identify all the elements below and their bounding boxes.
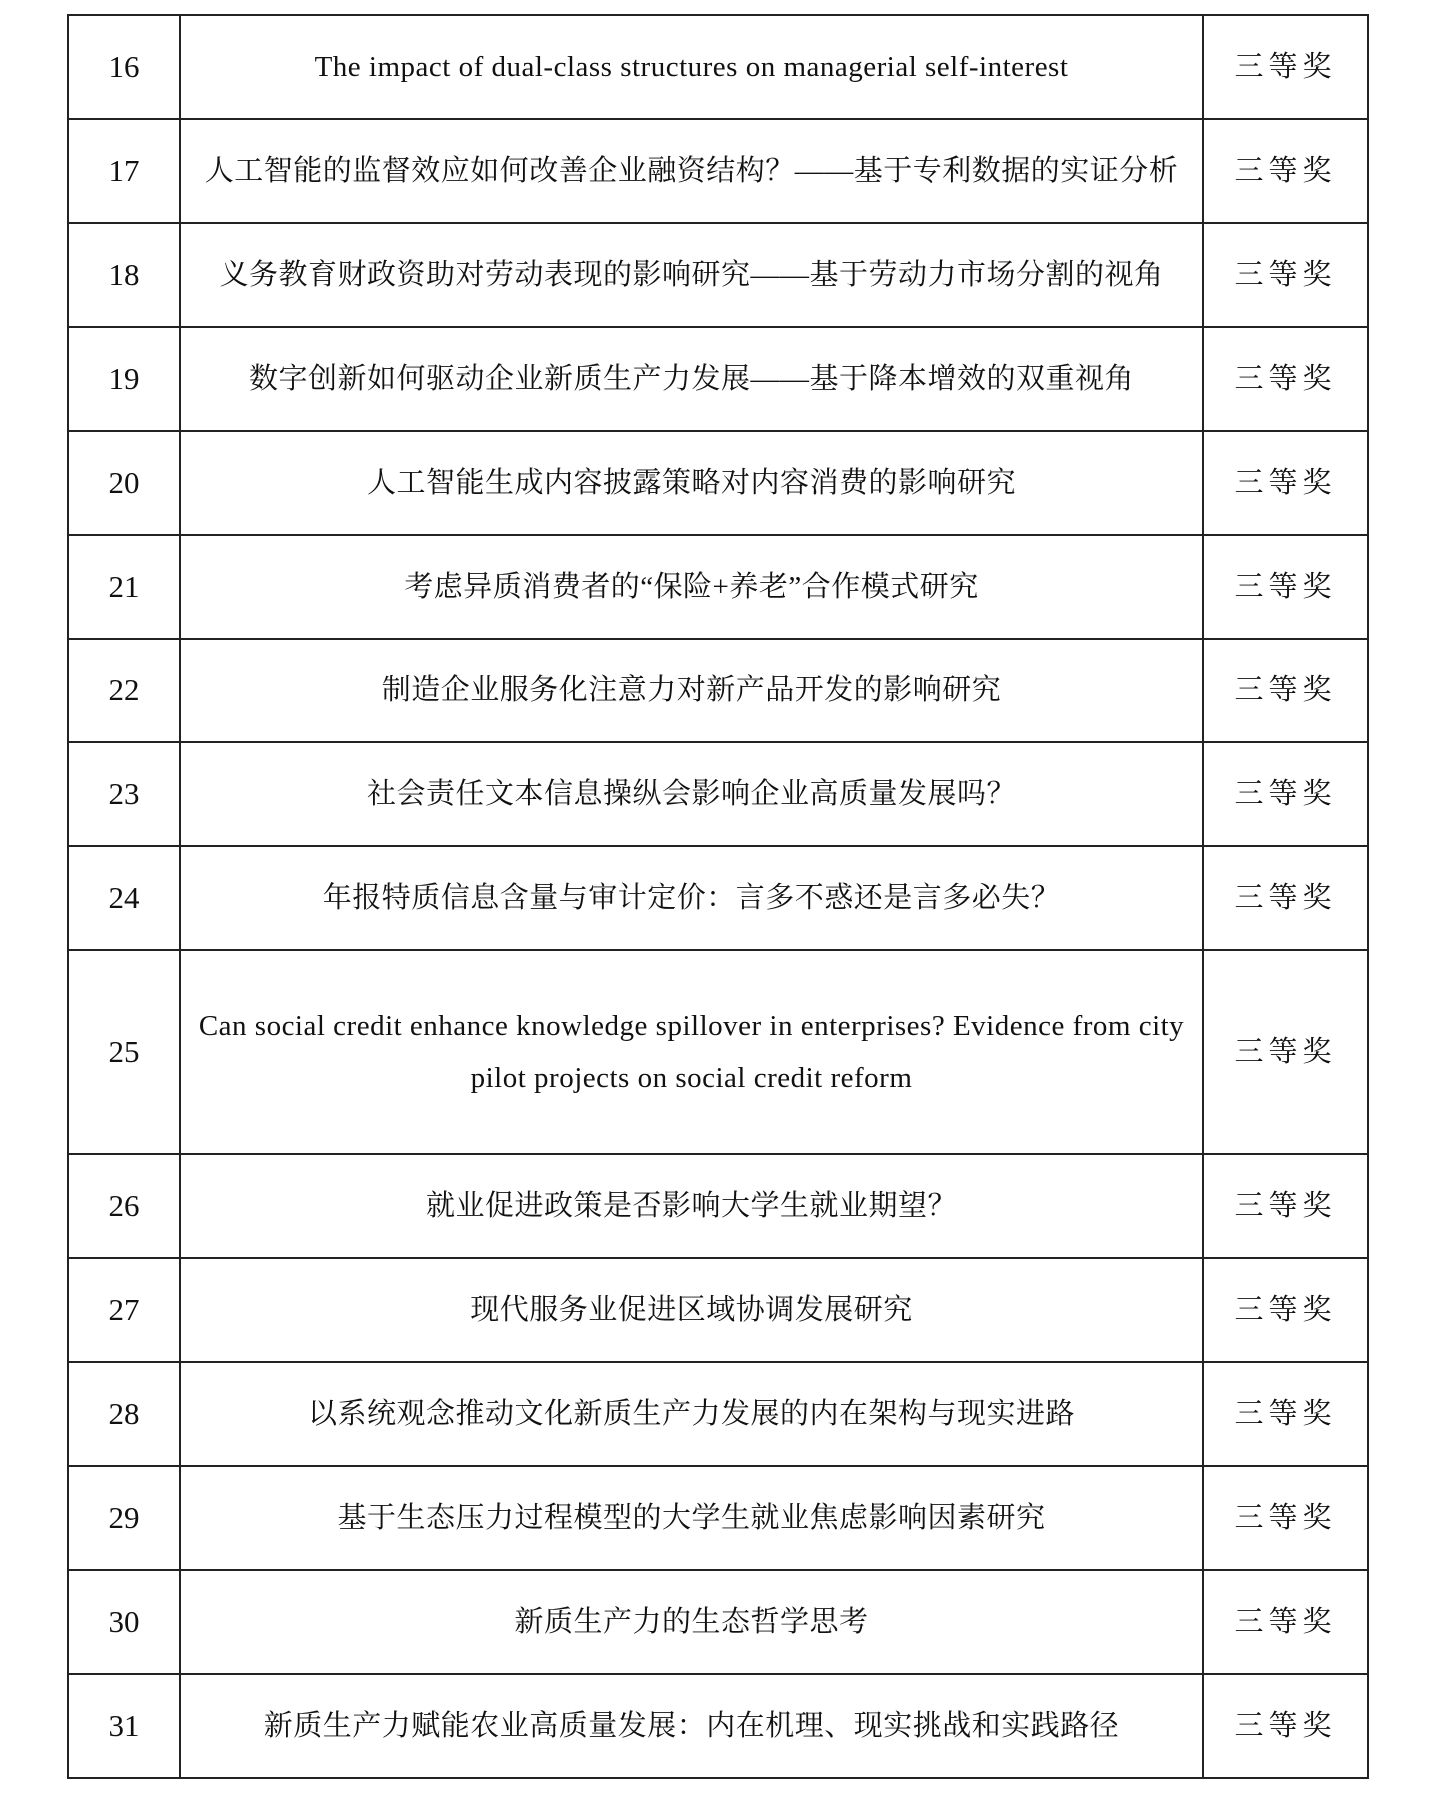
award-cell: 三等奖 — [1203, 1154, 1368, 1258]
table-row — [68, 950, 1368, 1154]
award-cell: 三等奖 — [1203, 1258, 1368, 1362]
paper-title-cell: 现代服务业促进区域协调发展研究 — [180, 1258, 1203, 1362]
award-cell: 三等奖 — [1203, 15, 1368, 119]
paper-title-cell: The impact of dual-class structures on managerial self-interest — [180, 15, 1203, 119]
row-number-cell: 31 — [68, 1674, 180, 1778]
row-number-cell: 16 — [68, 15, 180, 119]
award-cell: 三等奖 — [1203, 1674, 1368, 1778]
paper-title-cell: 以系统观念推动文化新质生产力发展的内在架构与现实进路 — [180, 1362, 1203, 1466]
row-number-cell: 24 — [68, 846, 180, 950]
table-row — [68, 223, 1368, 327]
row-number-cell: 30 — [68, 1570, 180, 1674]
paper-title-cell: 人工智能的监督效应如何改善企业融资结构？——基于专利数据的实证分析 — [180, 119, 1203, 223]
table-row — [68, 1466, 1368, 1570]
table-row — [68, 1154, 1368, 1258]
table-row — [68, 1570, 1368, 1674]
award-cell: 三等奖 — [1203, 950, 1368, 1154]
table-row — [68, 327, 1368, 431]
award-cell: 三等奖 — [1203, 327, 1368, 431]
row-number-cell: 20 — [68, 431, 180, 535]
paper-title-cell: 制造企业服务化注意力对新产品开发的影响研究 — [180, 639, 1203, 743]
row-number-cell: 18 — [68, 223, 180, 327]
paper-title-cell: 考虑异质消费者的“保险+养老”合作模式研究 — [180, 535, 1203, 639]
table-row — [68, 1258, 1368, 1362]
row-number-cell: 28 — [68, 1362, 180, 1466]
table-row — [68, 431, 1368, 535]
table-row — [68, 846, 1368, 950]
row-number-cell: 17 — [68, 119, 180, 223]
table-row — [68, 119, 1368, 223]
table-row — [68, 15, 1368, 119]
row-number-cell: 19 — [68, 327, 180, 431]
table-row — [68, 639, 1368, 743]
awards-table-body — [68, 15, 1368, 1778]
paper-title-cell: 就业促进政策是否影响大学生就业期望？ — [180, 1154, 1203, 1258]
paper-title-cell: 基于生态压力过程模型的大学生就业焦虑影响因素研究 — [180, 1466, 1203, 1570]
award-cell: 三等奖 — [1203, 742, 1368, 846]
table-row — [68, 742, 1368, 846]
paper-title-cell: 数字创新如何驱动企业新质生产力发展——基于降本增效的双重视角 — [180, 327, 1203, 431]
paper-title-cell: 社会责任文本信息操纵会影响企业高质量发展吗？ — [180, 742, 1203, 846]
row-number-cell: 23 — [68, 742, 180, 846]
row-number-cell: 26 — [68, 1154, 180, 1258]
award-cell: 三等奖 — [1203, 223, 1368, 327]
award-cell: 三等奖 — [1203, 535, 1368, 639]
award-cell: 三等奖 — [1203, 1570, 1368, 1674]
award-cell: 三等奖 — [1203, 1466, 1368, 1570]
paper-title-cell: 人工智能生成内容披露策略对内容消费的影响研究 — [180, 431, 1203, 535]
paper-title-cell: 新质生产力赋能农业高质量发展：内在机理、现实挑战和实践路径 — [180, 1674, 1203, 1778]
paper-title-cell: Can social credit enhance knowledge spillover in enterprises? Evidence from city pilot projects on social credit reform — [180, 950, 1203, 1154]
row-number-cell: 29 — [68, 1466, 180, 1570]
row-number-cell: 22 — [68, 639, 180, 743]
award-cell: 三等奖 — [1203, 1362, 1368, 1466]
table-row — [68, 1362, 1368, 1466]
paper-title-cell: 年报特质信息含量与审计定价：言多不惑还是言多必失？ — [180, 846, 1203, 950]
award-cell: 三等奖 — [1203, 846, 1368, 950]
row-number-cell: 25 — [68, 950, 180, 1154]
table-row — [68, 535, 1368, 639]
award-cell: 三等奖 — [1203, 431, 1368, 535]
award-cell: 三等奖 — [1203, 639, 1368, 743]
paper-title-cell: 义务教育财政资助对劳动表现的影响研究——基于劳动力市场分割的视角 — [180, 223, 1203, 327]
awards-table — [67, 14, 1369, 1779]
paper-title-cell: 新质生产力的生态哲学思考 — [180, 1570, 1203, 1674]
row-number-cell: 27 — [68, 1258, 180, 1362]
award-cell: 三等奖 — [1203, 119, 1368, 223]
row-number-cell: 21 — [68, 535, 180, 639]
table-row — [68, 1674, 1368, 1778]
